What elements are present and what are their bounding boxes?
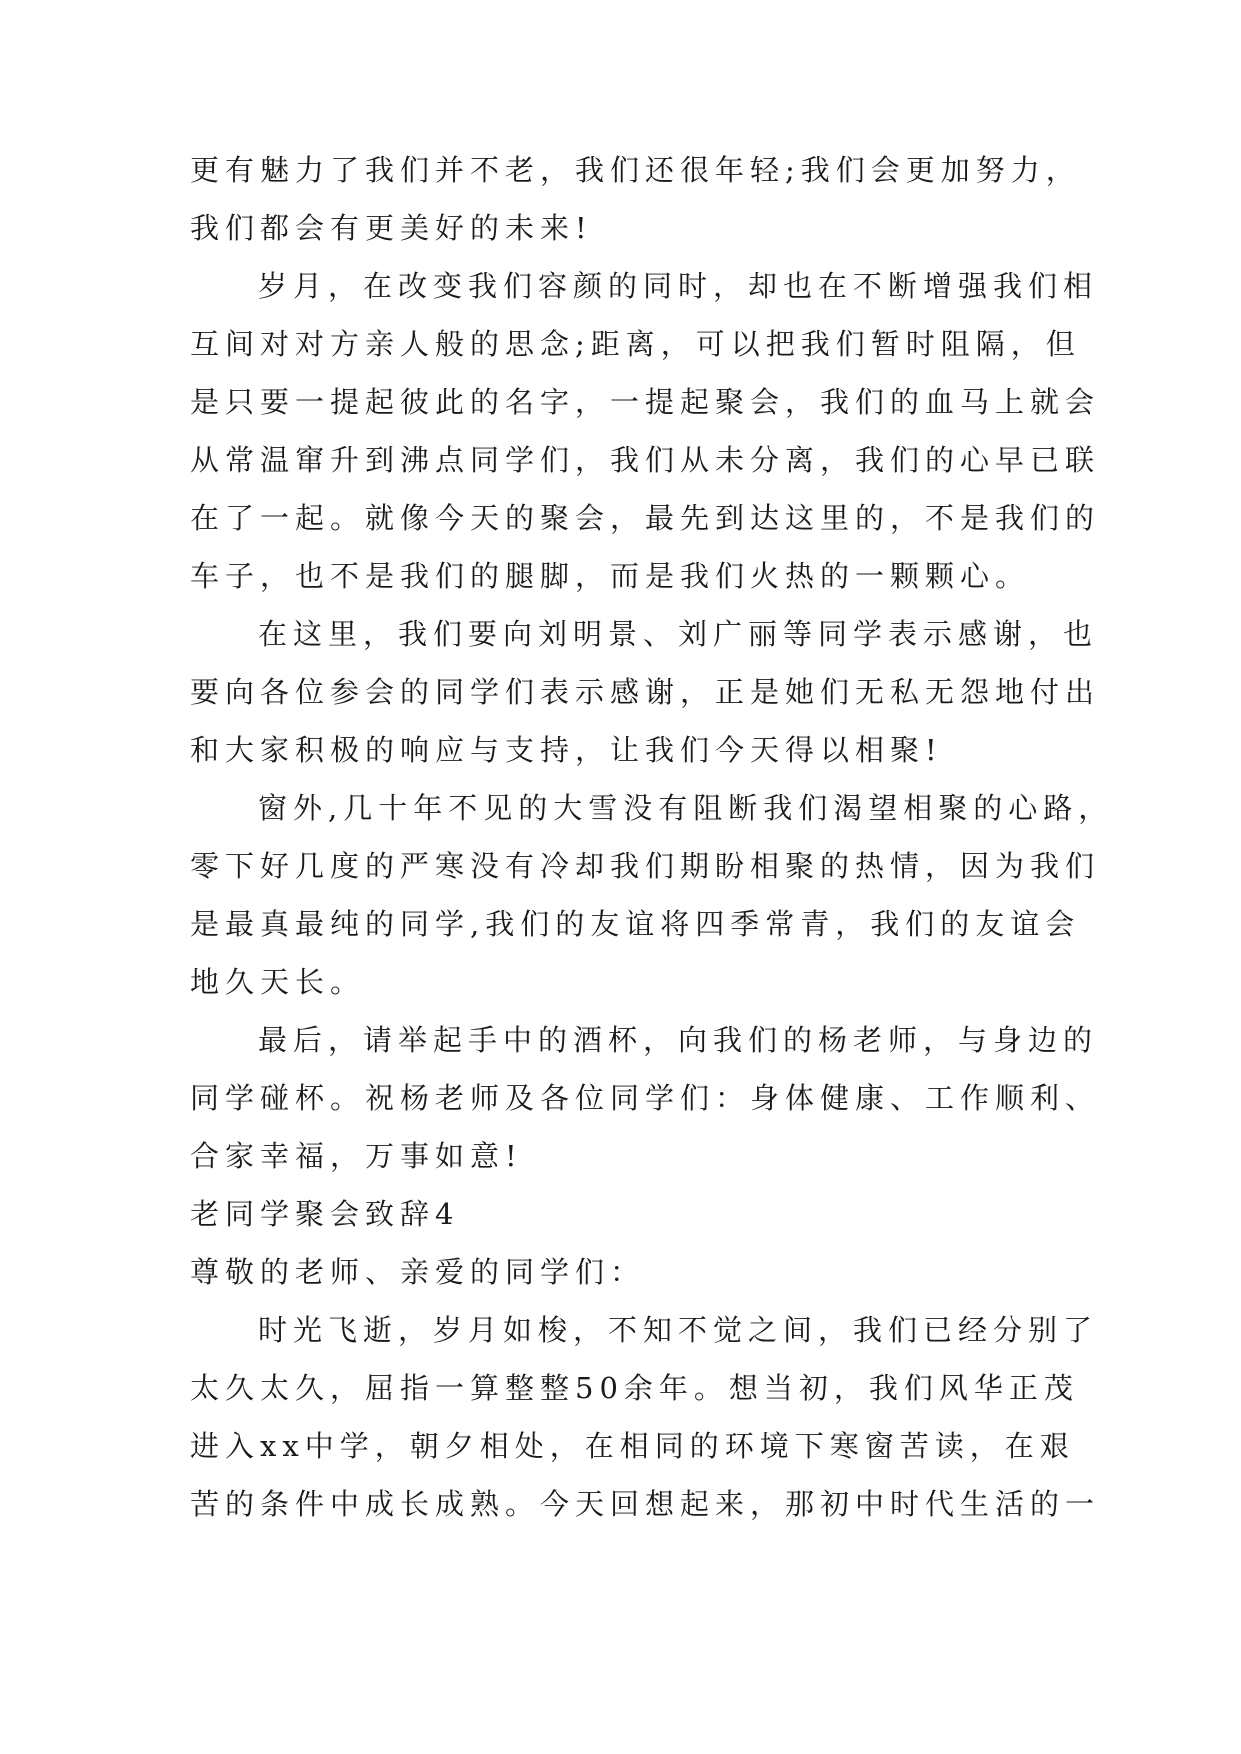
- text-line: 同学碰杯。祝杨老师及各位同学们：身体健康、工作顺利、: [190, 1081, 1101, 1115]
- text-line: 合家幸福，万事如意!: [190, 1139, 523, 1173]
- text-line: 我们都会有更美好的未来!: [190, 211, 593, 245]
- paragraph-start-line: 在这里，我们要向刘明景、刘广丽等同学表示感谢，也: [258, 617, 1099, 651]
- text-line: 进入xx中学，朝夕相处，在相同的环境下寒窗苦读，在艰: [190, 1429, 1075, 1463]
- text-line: 在了一起。就像今天的聚会，最先到达这里的，不是我们的: [190, 501, 1101, 535]
- paragraph-start-line: 窗外,几十年不见的大雪没有阻断我们渴望相聚的心路，: [258, 791, 1114, 825]
- text-line: 是最真最纯的同学,我们的友谊将四季常青，我们的友谊会: [190, 907, 1081, 941]
- paragraph-start-line: 时光飞逝，岁月如梭，不知不觉之间，我们已经分别了: [258, 1313, 1099, 1347]
- text-line: 从常温窜升到沸点同学们，我们从未分离，我们的心早已联: [190, 443, 1101, 477]
- text-line: 要向各位参会的同学们表示感谢，正是她们无私无怨地付出: [190, 675, 1101, 709]
- paragraph-start-line: 岁月，在改变我们容颜的同时，却也在不断增强我们相: [258, 269, 1099, 303]
- section-title: 老同学聚会致辞4: [190, 1197, 460, 1231]
- text-line: 更有魅力了我们并不老，我们还很年轻;我们会更加努力，: [190, 153, 1081, 187]
- text-line: 是只要一提起彼此的名字，一提起聚会，我们的血马上就会: [190, 385, 1101, 419]
- text-line: 车子，也不是我们的腿脚，而是我们火热的一颗颗心。: [190, 559, 1031, 593]
- text-line: 苦的条件中成长成熟。今天回想起来，那初中时代生活的一: [190, 1487, 1101, 1521]
- text-line: 和大家积极的响应与支持，让我们今天得以相聚!: [190, 733, 943, 767]
- text-line: 地久天长。: [190, 965, 366, 999]
- paragraph-start-line: 最后，请举起手中的酒杯，向我们的杨老师，与身边的: [258, 1023, 1099, 1057]
- text-line: 互间对对方亲人般的思念;距离，可以把我们暂时阻隔，但: [190, 327, 1081, 361]
- salutation: 尊敬的老师、亲爱的同学们：: [190, 1255, 646, 1289]
- text-line: 太久太久，屈指一算整整50余年。想当初，我们风华正茂: [190, 1371, 1079, 1405]
- document-body: [190, 141, 1114, 1533]
- text-line: 零下好几度的严寒没有冷却我们期盼相聚的热情，因为我们: [190, 849, 1101, 883]
